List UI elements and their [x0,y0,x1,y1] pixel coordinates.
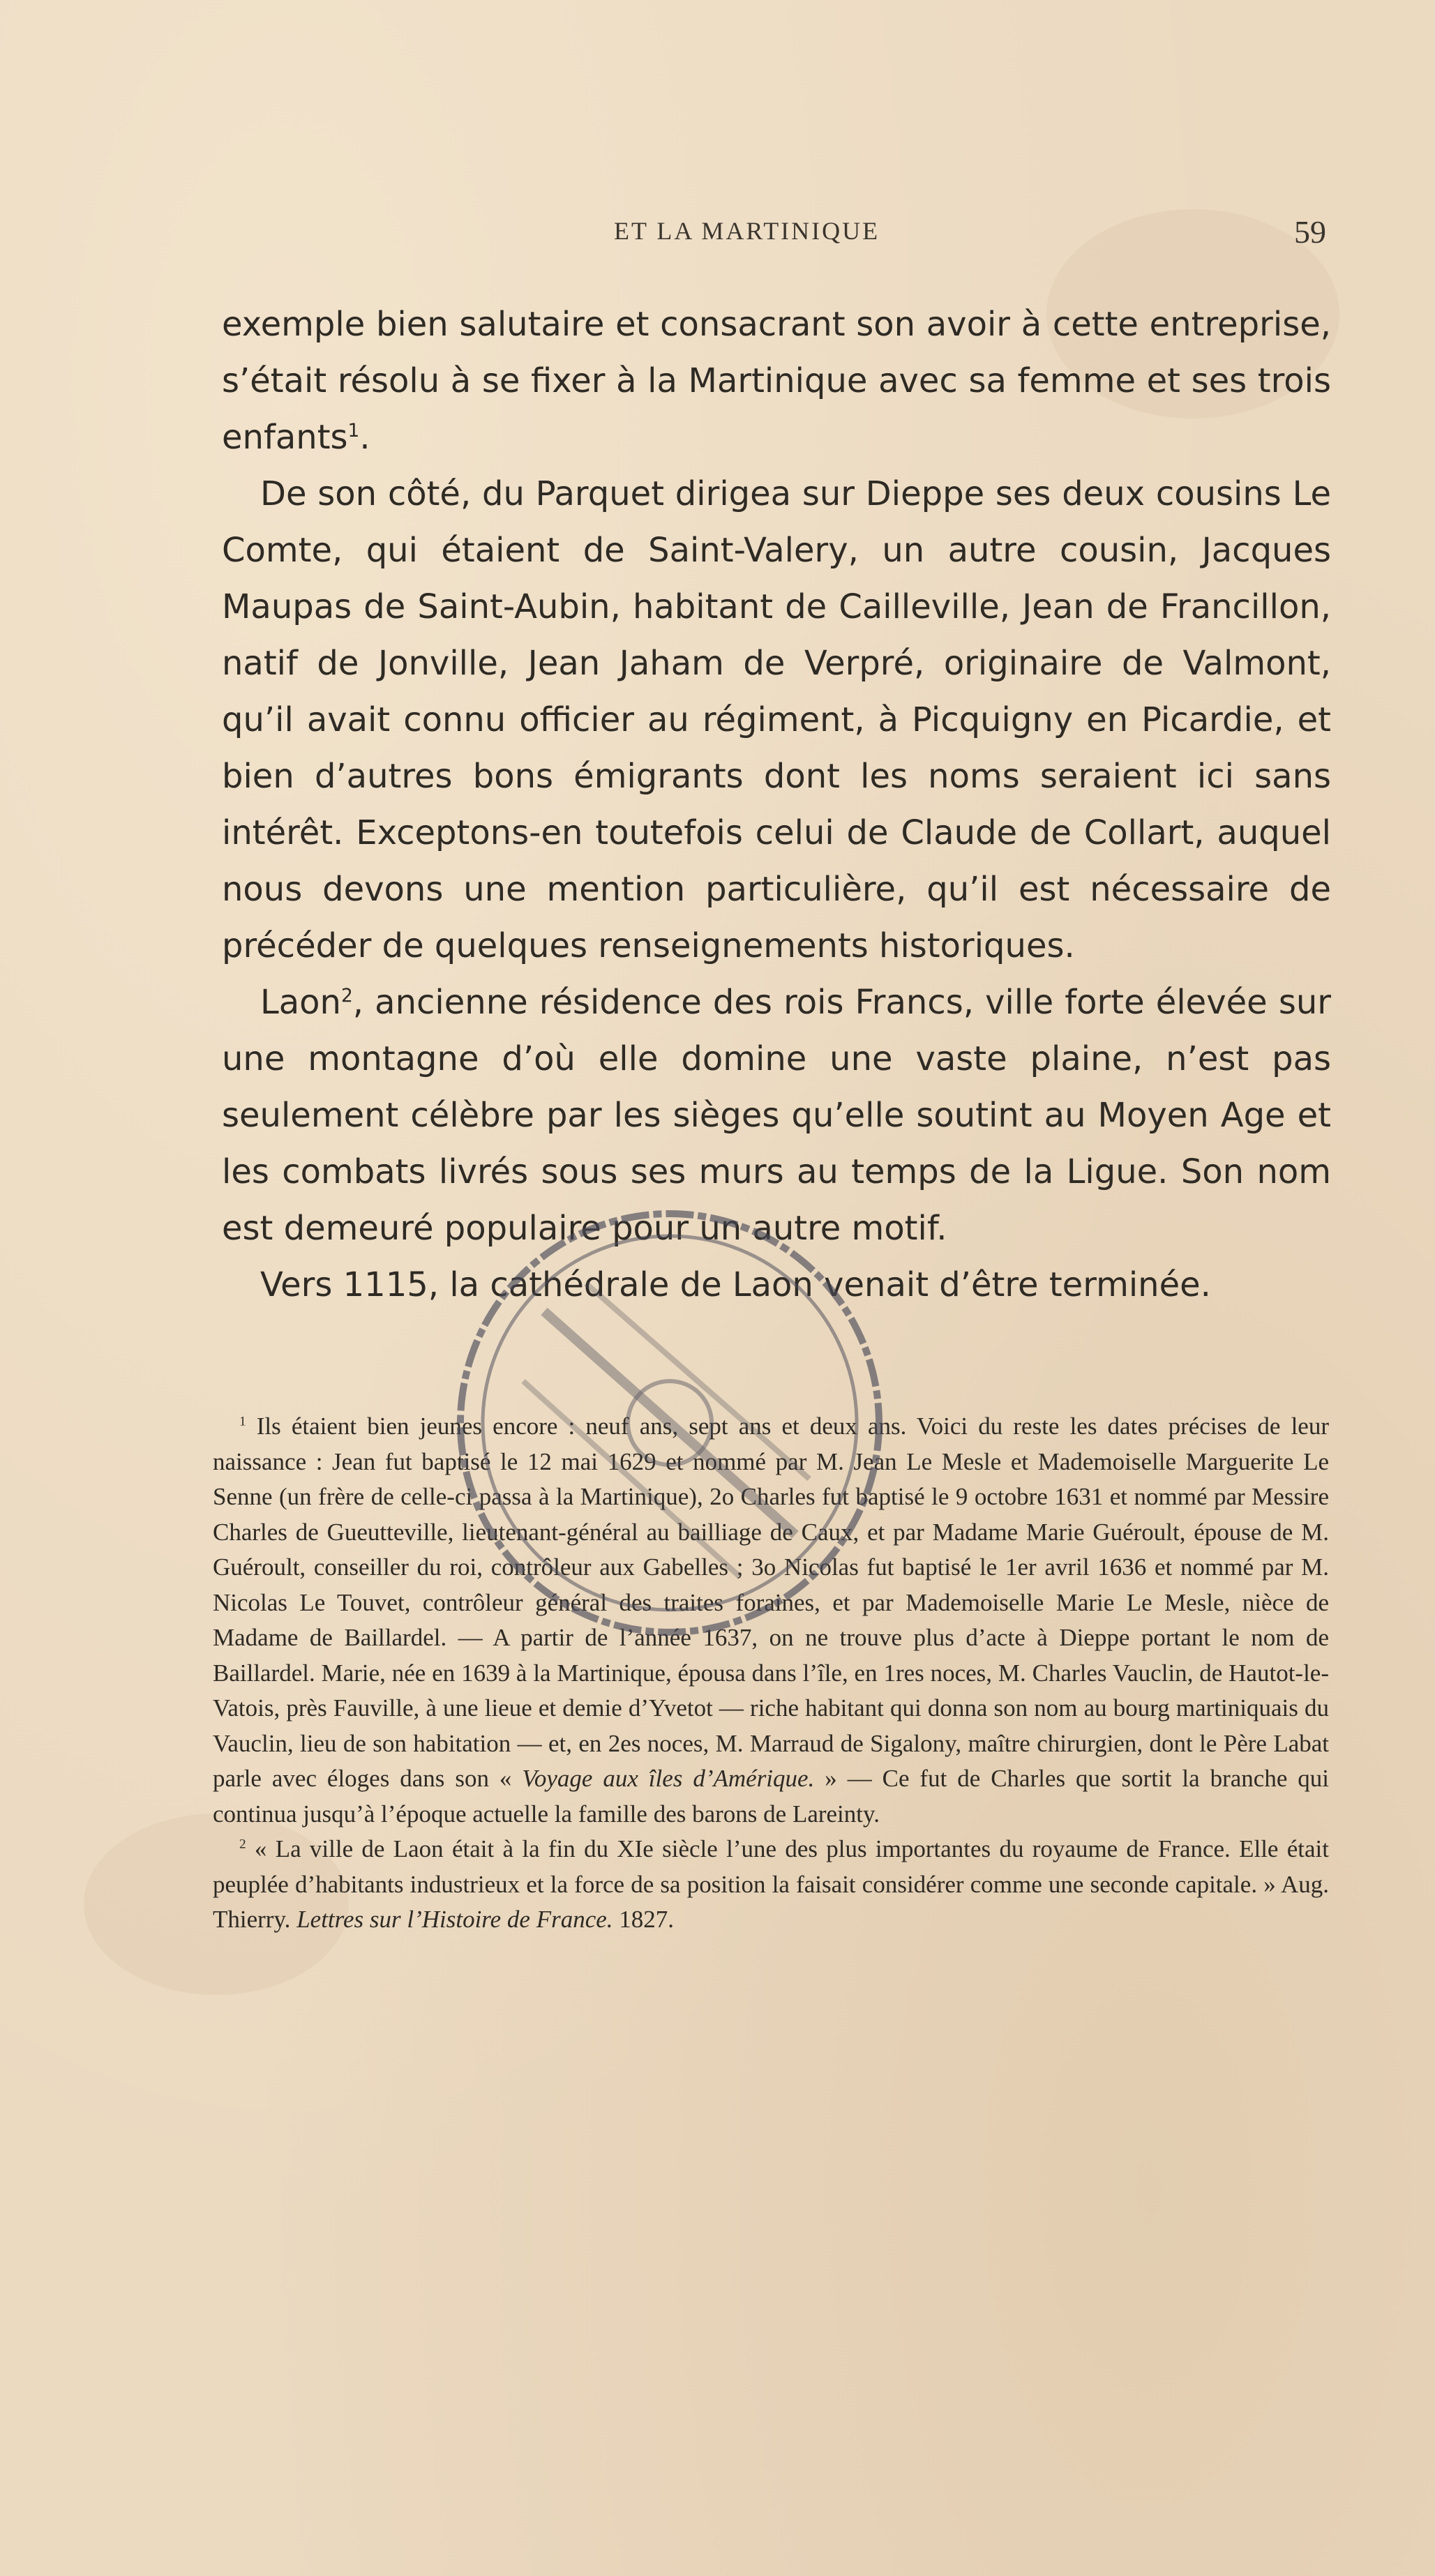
footnote-marker: 2 [239,1837,246,1852]
paragraph-3 [222,974,1331,1257]
paragraph-text: , ancienne résidence des rois Francs, ville forte élevée sur une montagne d’où elle domine une vaste plaine, n’est pas seulement célèbre par les sièges qu’elle soutint au Moyen Age et les combats livrés sous ses murs au temps de la Ligue. Son nom est demeuré populaire pour un autre motif. [222,983,1331,1248]
footnote-2 [213,1832,1329,1938]
footnote-text: » — Ce fut de Charles que sortit la branche qui continua jusqu’à l’époque actuelle la famille des barons de Lareinty. [213,1765,1330,1828]
footnote-ref: 2 [340,985,353,1007]
footnote-marker: 1 [239,1414,246,1429]
running-head [0,216,1435,251]
footnote-text: 1827. [613,1906,675,1933]
footnote-italic: Lettres sur l’Histoire de France. [296,1906,613,1933]
paragraph-text: De son côté, du Parquet dirigea sur Dieppe ses deux cousins Le Comte, qui étaient de Saint-Valery, un autre cousin, Jacques Maupas de Saint-Aubin, habitant de Cailleville, Jean de Francillon, natif de Jonville, Jean Jaham de Verpré, originaire de Valmont, qu’il avait connu officier au régiment, à Picquigny en Picardie, et bien d’autres bons émigrants dont les noms seraient ici sans intérêt. Exceptons-en toutefois celui de Claude de Collart, auquel nous devons une mention particulière, qu’il est nécessaire de précéder de quelques renseignements historiques. [222,474,1331,965]
paragraph-text: Vers 1115, la cathédrale de Laon venait d’être terminée. [260,1265,1211,1304]
footnote-text: « La ville de Laon était à la fin du XIe siècle l’une des plus importantes du royaume de France. Elle était peuplée d’habitants industrieux et la force de sa position la faisait considérer comme une seconde capitale. » Aug. Thierry. [213,1835,1329,1933]
footnote-1 [213,1409,1329,1832]
page-number: 59 [1294,214,1326,250]
running-title: ET LA MARTINIQUE [614,217,880,245]
footnotes [213,1409,1329,1938]
paragraph-text: Laon [260,983,341,1022]
paragraph-4 [222,1257,1331,1313]
paragraph-text: . [359,418,370,457]
paragraph-2 [222,466,1331,974]
footnote-ref: 1 [347,420,360,442]
paragraph-text: exemple bien salutaire et consacrant son avoir à cette entreprise, s’était résolu à se fixer à la Martinique avec sa femme et ses trois enfants [222,305,1331,457]
footnote-text: Ils étaient bien jeunes encore : neuf ans, sept ans et deux ans. Voici du reste les dates précises de leur naissance : Jean fut baptisé le 12 mai 1629 et nommé par M. Jean Le Mesle et Mademoiselle Marguerite Le Senne (un frère de celle-ci passa à la Martinique), 2o Charles fut baptisé le 9 octobre 1631 et nommé par Messire Charles de Gueutteville, lieutenant-général au bailliage de Caux, et par Madame Marie Guéroult, épouse de M. Guéroult, conseiller du roi, contrôleur aux Gabelles ; 3o Nicolas fut baptisé le 1er avril 1636 et nommé par M. Nicolas Le Touvet, contrôleur général des traites foraines, et par Mademoiselle Marie Le Mesle, nièce de Madame de Baillardel. — A partir de l’année 1637, on ne trouve plus d’acte à Dieppe portant le nom de Baillardel. Marie, née en 1639 à la Martinique, épousa dans l’île, en 1res noces, M. Charles Vauclin, de Hautot-le-Vatois, près Fauville, à une lieue et demie d’Yvetot — riche habitant qui donna son nom au bourg martiniquais du Vauclin, lieu de son habitation — et, en 2es noces, M. Marraud de Sigalony, maître chirurgien, dont le Père Labat parle avec éloges dans son « [213,1413,1329,1792]
footnote-italic: Voyage aux îles d’Amérique. [522,1765,815,1792]
paragraph-1 [222,296,1331,466]
body-text [222,296,1331,1313]
